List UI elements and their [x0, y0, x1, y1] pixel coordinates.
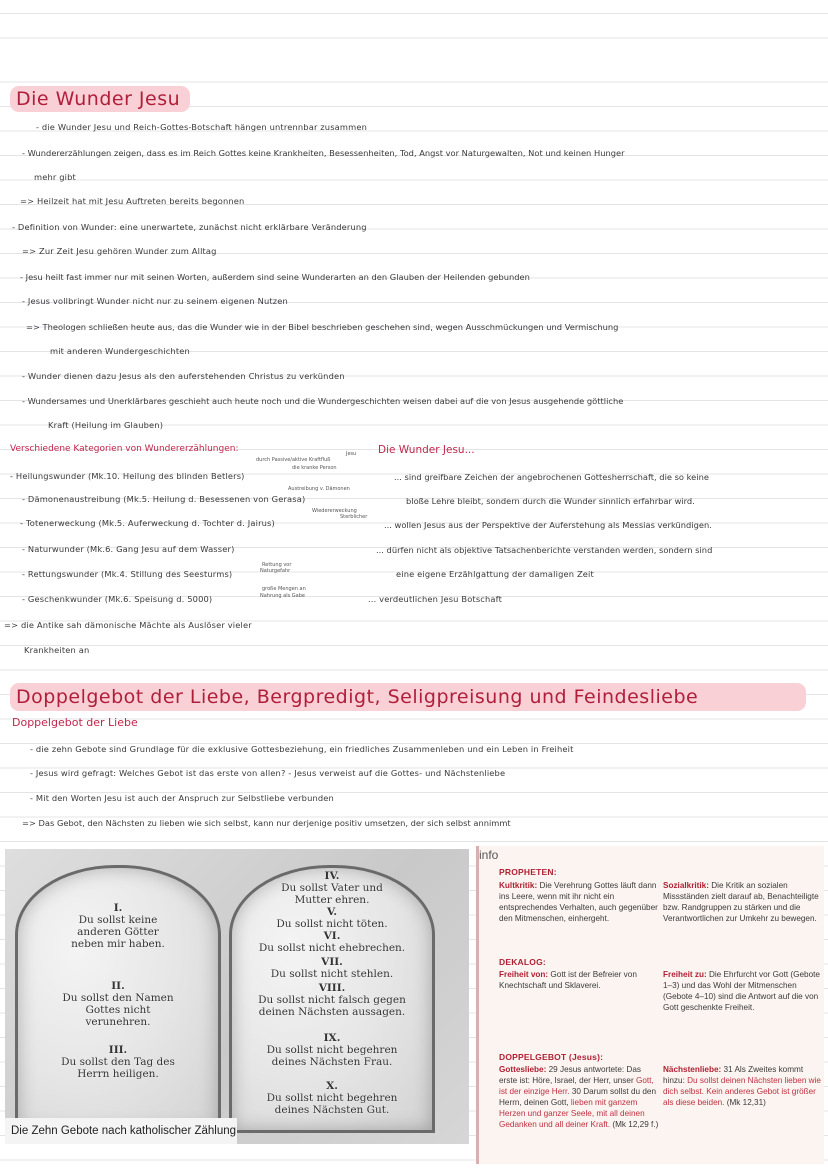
note-line: => Heilzeit hat mit Jesu Auftreten bereits begonnen — [20, 196, 245, 206]
right-line: ... dürfen nicht als objektive Tatsachenberichte verstanden werden, sondern sind — [376, 545, 713, 555]
right-line: eine eigene Erzählgattung der damaligen Zeit — [396, 569, 594, 579]
sozialkritik-text: Sozialkritik: Die Kritik an sozialen Missständen zielt darauf ab, Benachteiligte bzw. Randgruppen zu stärken und die Verantwortlichen zur Umkehr zu bewegen. — [663, 881, 819, 923]
gottesliebe-text: Gottesliebe: 29 Jesus antwortete: Das erste ist: Höre, Israel, der Herr, unser Gott, ist der einzige Herr. 30 Darum sollst du den Herrn, deinen Gott, lieben mit ganzem Herzen und ganzer Seele, mit all deinen Gedanken und all deiner Kraft. (Mk 12,29 f.) — [499, 1065, 659, 1129]
photo-caption: Die Zehn Gebote nach katholischer Zählung — [5, 1118, 237, 1144]
right-line: ... verdeutlichen Jesu Botschaft — [368, 594, 502, 604]
commandment: IX. Du sollst nicht begehren deines Nächsten Frau. — [266, 1032, 398, 1068]
closing-line: Krankheiten an — [24, 645, 90, 655]
category-item: - Totenerweckung (Mk.5. Auferweckung d. Tochter d. Jairus) — [20, 518, 275, 528]
annotation: Naturgefahr — [260, 568, 291, 574]
note-line: mit anderen Wundergeschichten — [50, 346, 190, 356]
tablet-right — [229, 865, 435, 1133]
note-line: => Zur Zeit Jesu gehören Wunder zum Alltag — [22, 246, 217, 256]
commandment: V. Du sollst nicht töten. — [276, 906, 388, 930]
note-line: - Wunder dienen dazu Jesus als den auferstehenden Christus zu verkünden — [22, 371, 345, 381]
note-line: - Definition von Wunder: eine unerwartete, zunächst nicht erklärbare Veränderung — [12, 222, 367, 232]
tablet-left — [15, 865, 221, 1133]
note-line: mehr gibt — [34, 172, 76, 182]
commandment: II. Du sollst den Namen Gottes nicht verunehren. — [62, 980, 174, 1028]
commandment: I. Du sollst keine anderen Götter neben mir haben. — [71, 902, 165, 950]
note-line: - Wundererzählungen zeigen, dass es im Reich Gottes keine Krankheiten, Besessenheiten, Tod, Angst vor Naturgewalten, Not und keinen Hunger — [22, 148, 625, 158]
annotation: Sterblicher — [340, 514, 368, 520]
freiheit-zu-text: Freiheit zu: Die Ehrfurcht vor Gott (Gebote 1–3) und das Wohl der Mitmenschen (Gebote 4–10) sind die Antwort auf die von Gott geschenkte Freiheit. — [663, 970, 820, 1012]
note-line: Kraft (Heilung im Glauben) — [48, 420, 164, 430]
commandment: VII. Du sollst nicht stehlen. — [270, 956, 394, 980]
propheten-heading: PROPHETEN: — [499, 867, 557, 877]
category-item: - Geschenkwunder (Mk.6. Speisung d. 5000) — [22, 594, 213, 604]
note-line: - Mit den Worten Jesu ist auch der Anspruch zur Selbstliebe verbunden — [30, 793, 334, 803]
right-line: ... wollen Jesus aus der Perspektive der Auferstehung als Messias verkündigen. — [384, 520, 712, 530]
commandment: VI. Du sollst nicht ehebrechen. — [258, 930, 406, 954]
commandment: IV. Du sollst Vater und Mutter ehren. — [281, 870, 383, 906]
ten-commandments-photo — [5, 849, 469, 1144]
annotation: Wiedererweckung — [312, 508, 357, 514]
note-line: - die zehn Gebote sind Grundlage für die exklusive Gottesbeziehung, ein friedliches Zusammenleben und ein Leben in Freiheit — [30, 744, 574, 754]
category-item: - Rettungswunder (Mk.4. Stillung des Seesturms) — [22, 569, 233, 579]
info-label: info — [479, 848, 499, 862]
info-box — [476, 846, 824, 1164]
freiheit-von-text: Freiheit von: Gott ist der Befreier von Knechtschaft und Sklaverei. — [499, 970, 637, 990]
right-heading: Die Wunder Jesu... — [378, 444, 475, 456]
commandment: III. Du sollst den Tag des Herrn heiligen. — [61, 1044, 175, 1080]
note-line: - Wundersames und Unerklärbares geschieht auch heute noch und die Wundergeschichten weisen dabei auf die von Jesus ausgehende göttliche — [22, 396, 624, 406]
note-line: - Jesus wird gefragt: Welches Gebot ist das erste von allen? - Jesus verweist auf die Gottes- und Nächstenliebe — [30, 768, 506, 778]
annotation: Rettung vor — [262, 562, 292, 568]
category-item: - Naturwunder (Mk.6. Gang Jesu auf dem Wasser) — [22, 544, 235, 554]
note-line: - Jesu heilt fast immer nur mit seinen Worten, außerdem sind seine Wunderarten an den Glauben der Heilenden gebunden — [20, 272, 530, 282]
category-item: - Heilungswunder (Mk.10. Heilung des blinden Betlers) — [10, 471, 245, 481]
dekalog-heading: DEKALOG: — [499, 957, 546, 967]
subheading-doppelgebot: Doppelgebot der Liebe — [12, 716, 138, 729]
commandment: VIII. Du sollst nicht falsch gegen deinen Nächsten aussagen. — [258, 982, 406, 1018]
annotation: die kranke Person — [292, 465, 337, 471]
note-line: => Theologen schließen heute aus, das die Wunder wie in der Bibel beschrieben geschehen sind, wegen Ausschmückungen und Vermischung — [26, 322, 619, 332]
note-line: - die Wunder Jesu und Reich-Gottes-Botschaft hängen untrennbar zusammen — [36, 122, 368, 132]
category-item: - Dämonenaustreibung (Mk.5. Heilung d. Besessenen von Gerasa) — [22, 494, 306, 504]
right-line: ... sind greifbare Zeichen der angebrochenen Gottesherrschaft, die so keine — [394, 472, 709, 482]
commandment: X. Du sollst nicht begehren deines Nächsten Gut. — [266, 1080, 398, 1116]
doppelgebot-heading: DOPPELGEBOT (Jesus): — [499, 1052, 604, 1062]
section-title-doppelgebot: Doppelgebot der Liebe, Bergpredigt, Seligpreisung und Feindesliebe — [10, 683, 806, 711]
note-line: => Das Gebot, den Nächsten zu lieben wie sich selbst, kann nur derjenige positiv umsetzen, der sich selbst annimmt — [22, 818, 511, 828]
closing-line: => die Antike sah dämonische Mächte als Auslöser vieler — [4, 620, 252, 630]
annotation: große Mengen an — [262, 586, 306, 592]
annotation: durch Passive/aktive Kraftfluß — [256, 457, 331, 463]
annotation: Jesu — [346, 451, 357, 457]
section-title-wunder: Die Wunder Jesu — [10, 86, 190, 112]
annotation: Nahrung als Gabe — [260, 593, 305, 599]
naechstenliebe-text: Nächstenliebe: 31 Als Zweites kommt hinzu: Du sollst deinen Nächsten lieben wie dich selbst. Kein anderes Gebot ist größer als diese beiden. (Mk 12,31) — [663, 1065, 821, 1107]
kultkritik-text: Kultkritik: Die Verehrung Gottes läuft dann ins Leere, wenn mit ihr nicht ein entsprechendes Verhalten, auch gegenüber den Mitmenschen, einhergeht. — [499, 881, 658, 923]
annotation: Austreibung v. Dämonen — [288, 486, 350, 492]
right-line: bloße Lehre bleibt, sondern durch die Wunder sinnlich erfahrbar wird. — [406, 496, 695, 506]
note-line: - Jesus vollbringt Wunder nicht nur zu seinem eigenen Nutzen — [22, 296, 288, 306]
categories-heading: Verschiedene Kategorien von Wundererzählungen: — [10, 444, 239, 454]
